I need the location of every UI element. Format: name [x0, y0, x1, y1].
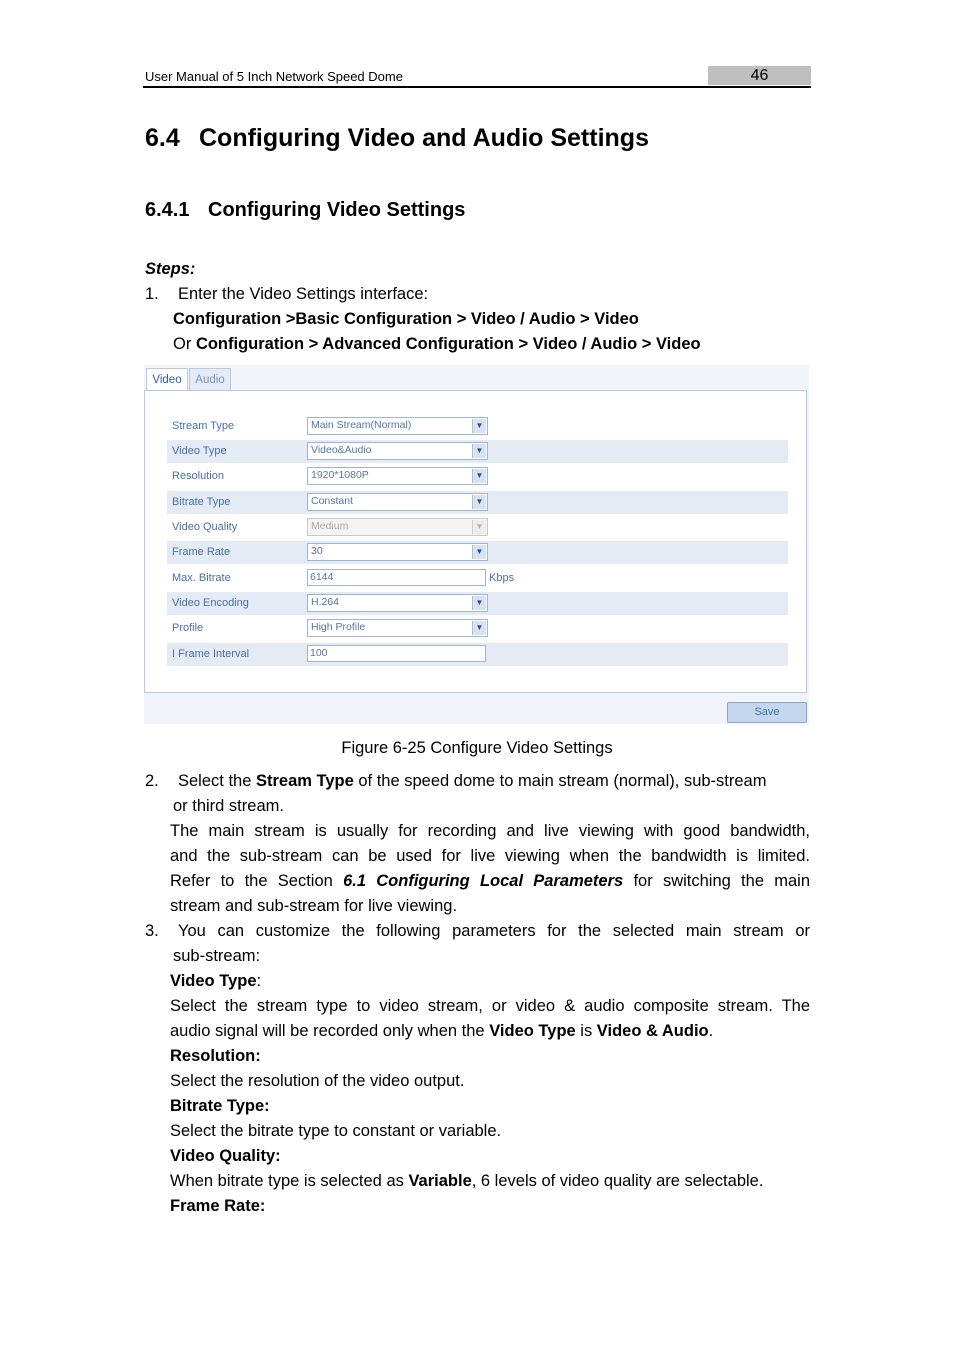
video-encoding-label: Video Encoding — [172, 597, 249, 609]
chevron-down-icon[interactable]: ▼ — [472, 495, 486, 509]
video-quality-select — [307, 518, 488, 536]
chevron-down-icon[interactable]: ▼ — [472, 419, 486, 433]
video-type-select[interactable] — [307, 442, 488, 460]
step3-line1: You can customize the following parameters for the selected main stream or — [178, 922, 810, 940]
chevron-down-icon[interactable]: ▼ — [472, 621, 486, 635]
step2-para-line2: and the sub-stream can be used for live viewing when the bandwidth is limited. — [170, 847, 810, 865]
max-bitrate-input[interactable] — [307, 569, 486, 586]
step1-number: 1. — [145, 285, 159, 303]
video-quality-label: Video Quality — [172, 521, 238, 533]
profile-label: Profile — [172, 622, 204, 634]
row-resolution — [167, 465, 788, 488]
video-settings-screenshot — [144, 365, 809, 724]
vt2-video-type: Video Type — [489, 1022, 576, 1040]
page-number: 46 — [750, 67, 769, 84]
resolution-label: Resolution — [172, 470, 224, 482]
step1-path2: Configuration > Advanced Configuration > Video / Audio > Video — [195, 335, 701, 353]
save-button[interactable]: Save — [727, 702, 807, 723]
vt2-a: audio signal will be recorded only when the — [170, 1022, 490, 1040]
stream-type-value: Main Stream(Normal) — [311, 419, 412, 431]
video-quality-heading: Video Quality: — [170, 1147, 281, 1165]
row-stream-type — [167, 415, 788, 438]
section-heading — [145, 124, 649, 153]
frame-rate-value: 30 — [311, 545, 323, 557]
video-settings-panel — [144, 390, 807, 693]
max-bitrate-unit: Kbps — [489, 572, 515, 584]
vt2-is: is — [575, 1022, 597, 1040]
chevron-down-icon: ▼ — [472, 520, 486, 534]
step3-number: 3. — [145, 922, 159, 940]
resolution-heading: Resolution: — [170, 1047, 261, 1065]
running-header-title: User Manual of 5 Inch Network Speed Dome — [145, 69, 403, 84]
figure-caption: Figure 6-25 Configure Video Settings — [341, 739, 613, 757]
chevron-down-icon[interactable]: ▼ — [472, 444, 486, 458]
tab-audio[interactable]: Audio — [189, 368, 231, 391]
resolution-select[interactable] — [307, 467, 488, 485]
section-title: Configuring Video and Audio Settings — [199, 124, 649, 152]
step2-para-line4: stream and sub-stream for live viewing. — [170, 897, 458, 915]
row-bitrate-type — [167, 491, 788, 514]
step2-section-ref: 6.1 Configuring Local Parameters — [343, 872, 624, 890]
step1-path-basic: Configuration >Basic Configuration > Video / Audio > Video — [173, 310, 639, 328]
video-type-term: Video Type — [170, 972, 257, 990]
frame-rate-label: Frame Rate — [172, 546, 231, 558]
bitrate-type-heading: Bitrate Type: — [170, 1097, 270, 1115]
profile-select[interactable] — [307, 619, 488, 637]
video-type-heading — [170, 969, 261, 994]
stream-type-label: Stream Type — [172, 420, 235, 432]
header-rule — [143, 86, 811, 88]
i-frame-interval-input[interactable] — [307, 645, 486, 662]
frame-rate-select[interactable] — [307, 543, 488, 561]
video-type-desc-line2 — [170, 1019, 713, 1044]
step3-line2: sub-stream: — [173, 947, 261, 965]
row-video-quality — [167, 516, 788, 539]
q-a: When bitrate type is selected as — [170, 1172, 409, 1190]
row-i-frame-interval — [167, 643, 788, 666]
step2-line2: or third stream. — [173, 797, 284, 815]
step2-number: 2. — [145, 772, 159, 790]
i-frame-interval-label: I Frame Interval — [172, 648, 250, 660]
row-video-type — [167, 440, 788, 463]
bitrate-type-value: Constant — [311, 495, 354, 507]
resolution-desc: Select the resolution of the video output. — [170, 1072, 465, 1090]
tab-video[interactable]: Video — [146, 368, 188, 393]
vt2-period: . — [708, 1022, 714, 1040]
video-type-label: Video Type — [172, 445, 227, 457]
step1-text: Enter the Video Settings interface: — [178, 285, 429, 303]
video-type-colon: : — [256, 972, 262, 990]
max-bitrate-value: 6144 — [310, 571, 334, 583]
q-variable: Variable — [408, 1172, 472, 1190]
stream-type-select[interactable] — [307, 417, 488, 435]
steps-label: Steps: — [145, 260, 196, 278]
video-encoding-value: H.264 — [311, 596, 340, 608]
bitrate-type-desc: Select the bitrate type to constant or variable. — [170, 1122, 502, 1140]
step2-para-line3 — [170, 869, 810, 894]
step2-refer: Refer to the Section — [170, 872, 344, 890]
resolution-value: 1920*1080P — [311, 469, 369, 481]
video-type-value: Video&Audio — [311, 444, 372, 456]
profile-value: High Profile — [311, 621, 366, 633]
step1-or: Or — [173, 335, 192, 353]
subsection-number: 6.4.1 — [145, 199, 190, 221]
page-number-box — [708, 66, 811, 85]
step2-line1 — [178, 769, 810, 794]
step2-text-c: of the speed dome to main stream (normal), sub-stream — [353, 772, 767, 790]
q-c: , 6 levels of video quality are selectable. — [471, 1172, 764, 1190]
step2-stream-type: Stream Type — [255, 772, 354, 790]
chevron-down-icon[interactable]: ▼ — [472, 469, 486, 483]
subsection-heading — [145, 199, 465, 222]
video-type-desc-line1: Select the stream type to video stream, or video & audio composite stream. The — [170, 997, 810, 1015]
vt2-video-audio: Video & Audio — [596, 1022, 709, 1040]
step1-path-advanced — [173, 332, 701, 357]
row-profile — [167, 617, 788, 640]
bitrate-type-select[interactable] — [307, 493, 488, 511]
subsection-title: Configuring Video Settings — [208, 199, 466, 221]
video-quality-value: Medium — [311, 520, 349, 532]
video-quality-desc — [170, 1169, 763, 1194]
i-frame-interval-value: 100 — [310, 647, 328, 659]
max-bitrate-label: Max. Bitrate — [172, 572, 231, 584]
chevron-down-icon[interactable]: ▼ — [472, 596, 486, 610]
bitrate-type-label: Bitrate Type — [172, 496, 231, 508]
step2-switching: for switching the main — [623, 872, 810, 890]
video-encoding-select[interactable] — [307, 594, 488, 612]
row-video-encoding — [167, 592, 788, 615]
row-max-bitrate — [167, 567, 788, 590]
chevron-down-icon[interactable]: ▼ — [472, 545, 486, 559]
frame-rate-heading: Frame Rate: — [170, 1197, 266, 1215]
step2-text-a: Select the — [178, 772, 256, 790]
step2-para-line1: The main stream is usually for recording and live viewing with good bandwidth, — [170, 822, 810, 840]
row-frame-rate — [167, 541, 788, 564]
section-number: 6.4 — [145, 124, 180, 152]
